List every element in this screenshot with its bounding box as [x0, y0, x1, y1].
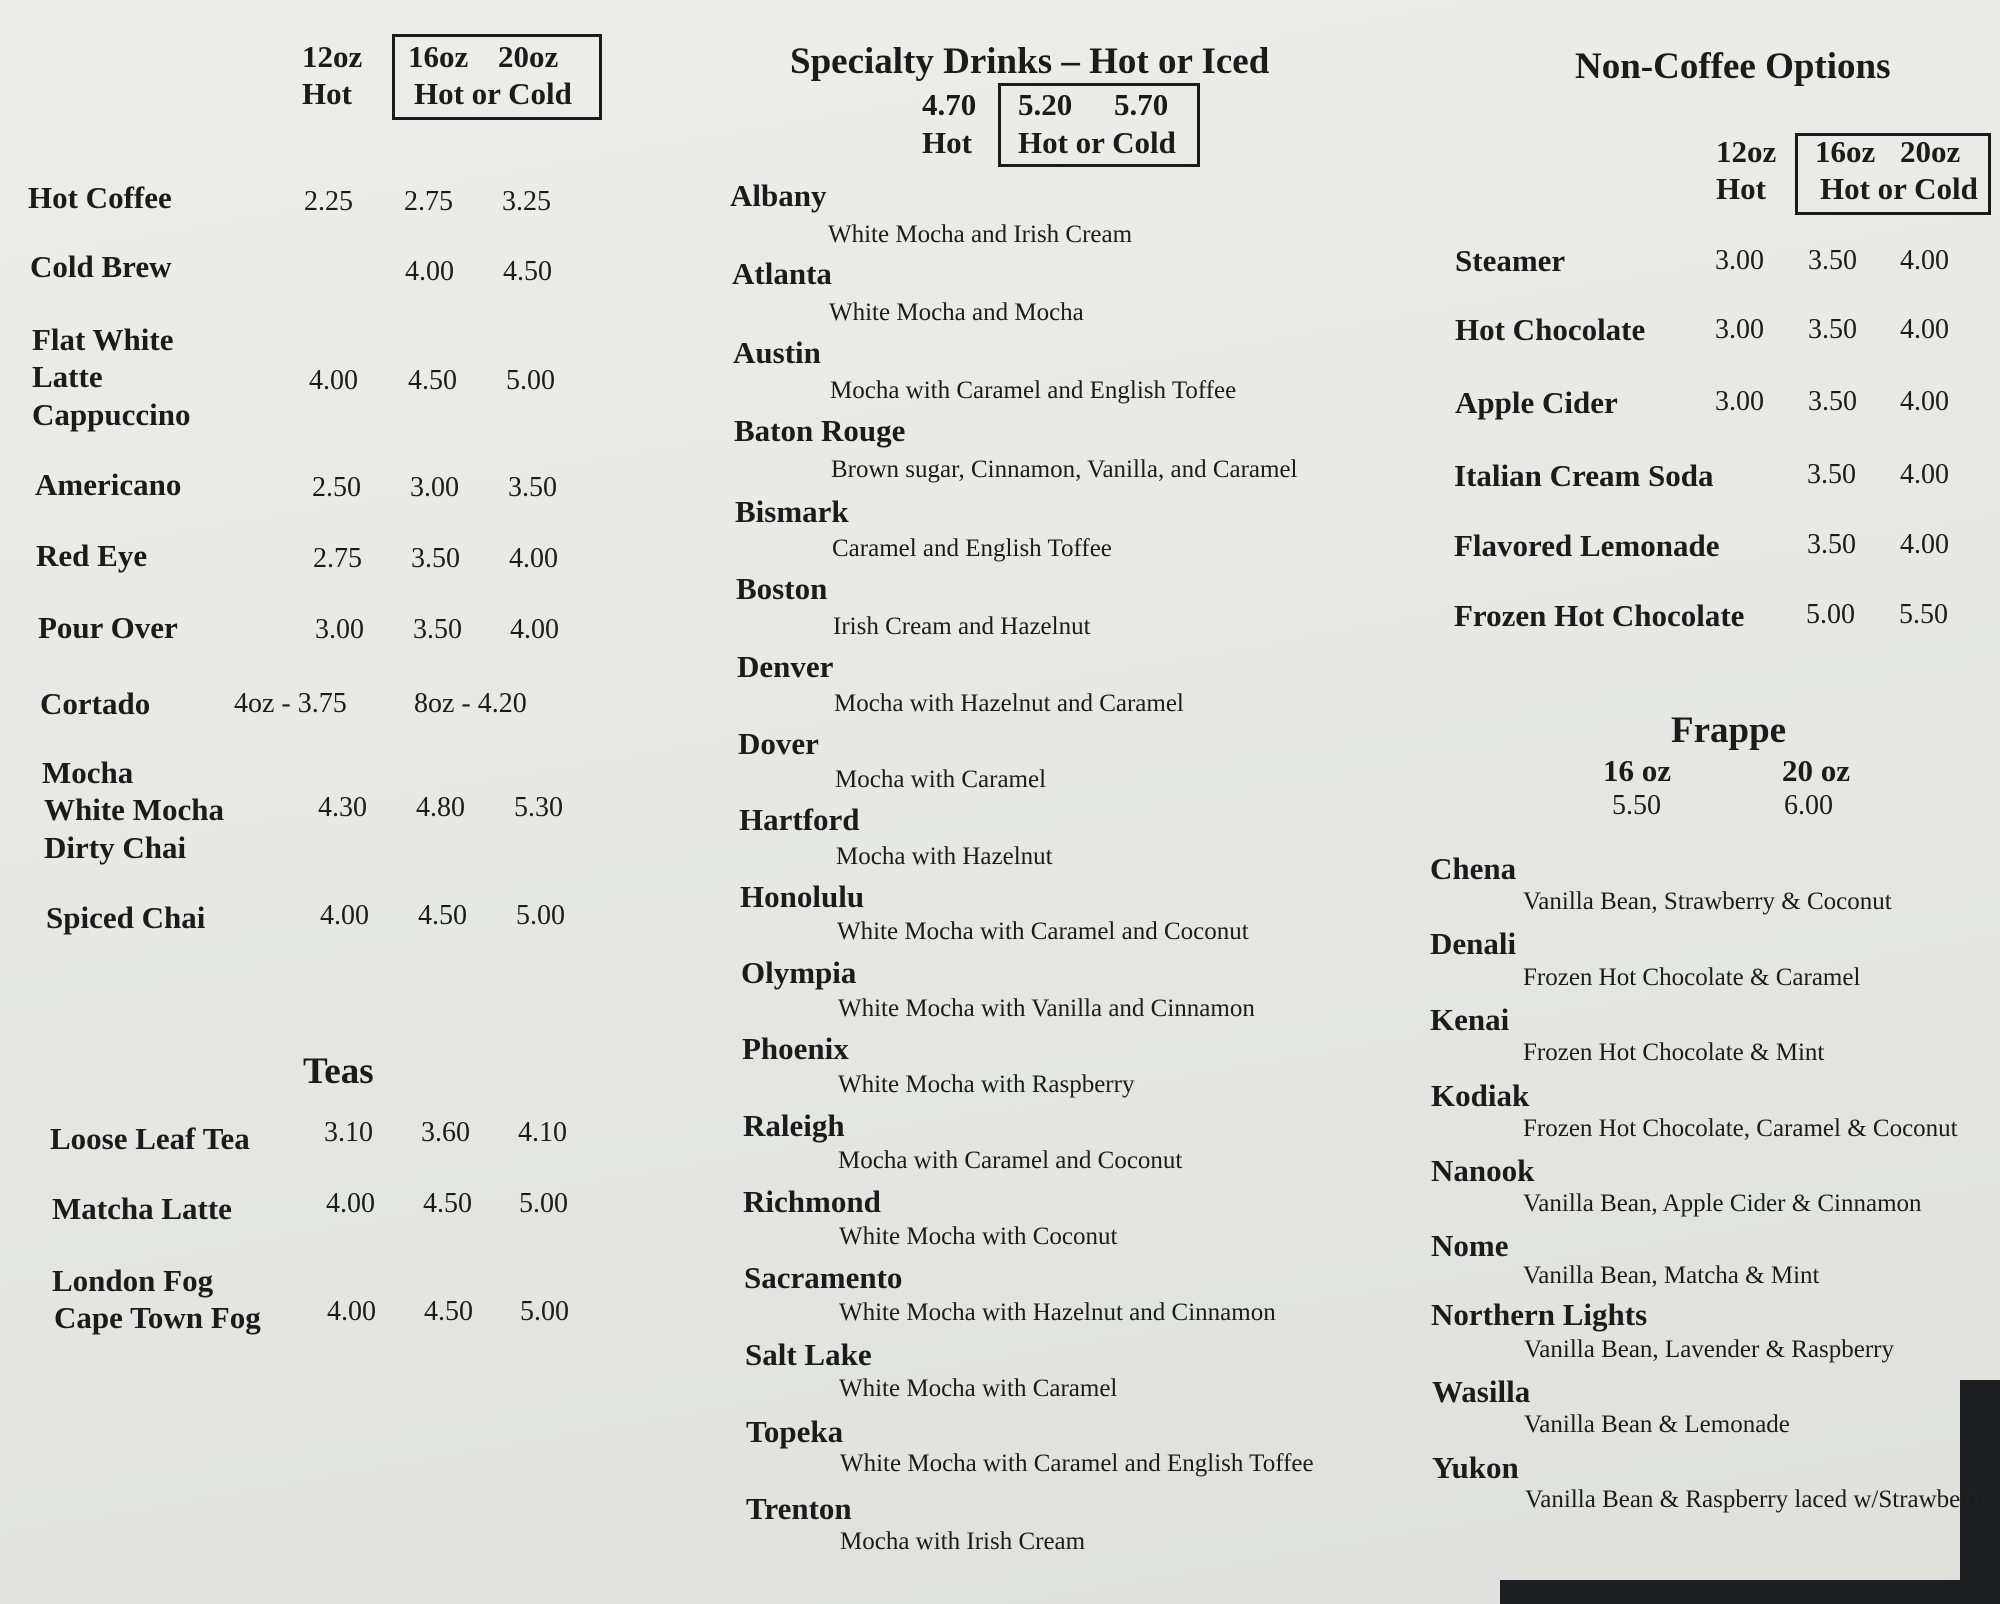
specialty-item-name: Denver [737, 649, 834, 684]
frappe-item-name: Chena [1430, 851, 1517, 886]
menu-item-price: 5.00 [520, 1296, 569, 1327]
specialty-item-name: Honolulu [740, 879, 865, 914]
menu-item-name: Cappuccino [32, 397, 191, 432]
size-header-16oz: 16oz [1815, 134, 1876, 169]
frappe-item-name: Yukon [1432, 1450, 1519, 1485]
specialty-item-desc: White Mocha and Irish Cream [828, 221, 1133, 248]
menu-item-price: 5.00 [516, 900, 565, 931]
menu-item-price: 5.50 [1899, 599, 1948, 630]
menu-item-price: 3.00 [1715, 245, 1764, 276]
menu-item-name: Apple Cider [1455, 385, 1618, 420]
menu-item-price: 2.50 [312, 472, 361, 503]
menu-item-price: 5.00 [519, 1188, 568, 1219]
specialty-item-name: Baton Rouge [734, 413, 906, 448]
frappe-item-name: Kodiak [1431, 1078, 1530, 1113]
specialty-item-desc: White Mocha and Mocha [829, 299, 1084, 326]
specialty-item-desc: Caramel and English Toffee [832, 535, 1112, 562]
menu-item-price: 3.50 [1808, 314, 1857, 345]
menu-item-price: 4.00 [1900, 386, 1949, 417]
menu-item-price: 4.30 [318, 792, 367, 823]
specialty-item-name: Austin [733, 335, 821, 370]
frappe-item-desc: Vanilla Bean, Lavender & Raspberry [1524, 1336, 1895, 1363]
frappe-title: Frappe [1671, 710, 1787, 751]
frappe-item-desc: Frozen Hot Chocolate, Caramel & Coconut [1523, 1115, 1958, 1142]
specialty-item-name: Bismark [735, 494, 849, 529]
specialty-item-desc: Mocha with Irish Cream [840, 1528, 1086, 1555]
specialty-item-name: Boston [736, 571, 828, 606]
menu-item-price: 4.00 [327, 1296, 376, 1327]
menu-item-name: Cape Town Fog [54, 1300, 261, 1335]
frappe-size-20oz: 20 oz [1782, 753, 1851, 788]
menu-item-price: 4.50 [503, 256, 552, 287]
menu-item-price: 4.00 [309, 365, 358, 396]
menu-item-price: 4.50 [424, 1296, 473, 1327]
menu-item-option: 8oz - 4.20 [414, 688, 527, 719]
menu-item-price: 3.25 [502, 186, 551, 217]
frappe-item-desc: Vanilla Bean & Lemonade [1524, 1411, 1790, 1438]
frappe-item-name: Northern Lights [1431, 1297, 1648, 1332]
specialty-item-desc: Mocha with Caramel and Coconut [838, 1147, 1183, 1174]
specialty-item-name: Richmond [743, 1184, 881, 1219]
size-header-12oz: 12oz [1716, 134, 1777, 169]
menu-item-price: 4.00 [1900, 459, 1949, 490]
menu-item-price: 3.50 [1808, 245, 1857, 276]
menu-item-price: 4.00 [1900, 314, 1949, 345]
size-header-16oz: 16oz [408, 39, 469, 74]
menu-item-name: Americano [35, 467, 182, 502]
size-header-hot-or-cold: Hot or Cold [414, 76, 572, 111]
specialty-item-name: Trenton [746, 1491, 852, 1526]
specialty-price-hot: 4.70 [922, 87, 977, 122]
menu-item-name: Mocha [42, 755, 134, 790]
specialty-item-name: Raleigh [743, 1108, 845, 1143]
menu-item-price: 4.50 [418, 900, 467, 931]
specialty-item-desc: Mocha with Hazelnut [836, 843, 1053, 870]
frappe-item-name: Denali [1430, 926, 1517, 961]
frappe-item-name: Kenai [1430, 1002, 1510, 1037]
size-header-20oz: 20oz [498, 39, 559, 74]
menu-item-price: 4.00 [509, 543, 558, 574]
menu-item-name: Hot Chocolate [1455, 312, 1646, 347]
frappe-item-name: Wasilla [1432, 1374, 1531, 1409]
frappe-item-desc: Vanilla Bean, Apple Cider & Cinnamon [1523, 1190, 1922, 1217]
frappe-item-desc: Vanilla Bean & Raspberry laced w/Strawberry [1525, 1486, 1990, 1513]
frappe-size-16oz: 16 oz [1603, 753, 1672, 788]
specialty-item-desc: Mocha with Caramel and English Toffee [830, 377, 1237, 404]
specialty-item-desc: Mocha with Hazelnut and Caramel [834, 690, 1184, 717]
specialty-item-name: Sacramento [744, 1260, 903, 1295]
menu-item-price: 3.60 [421, 1117, 470, 1148]
menu-item-price: 3.00 [1715, 314, 1764, 345]
frappe-item-name: Nanook [1431, 1153, 1535, 1188]
menu-item-name: Frozen Hot Chocolate [1454, 598, 1745, 633]
specialty-title: Specialty Drinks – Hot or Iced [790, 41, 1270, 82]
specialty-item-desc: White Mocha with Raspberry [838, 1071, 1135, 1098]
menu-item-price: 5.00 [506, 365, 555, 396]
specialty-item-name: Topeka [746, 1414, 844, 1449]
menu-item-name: Loose Leaf Tea [50, 1121, 250, 1156]
specialty-item-name: Olympia [741, 955, 857, 990]
specialty-price-16oz: 5.20 [1018, 87, 1073, 122]
specialty-price-hot-label: Hot [922, 125, 972, 160]
menu-item-price: 5.00 [1806, 599, 1855, 630]
specialty-item-desc: White Mocha with Caramel and Coconut [837, 918, 1249, 945]
menu-item-price: 3.50 [508, 472, 557, 503]
menu-item-name: Cortado [40, 686, 151, 721]
menu-item-price: 3.50 [1808, 386, 1857, 417]
menu-item-price: 4.00 [320, 900, 369, 931]
menu-item-name: Spiced Chai [46, 900, 206, 935]
menu-item-name: London Fog [52, 1263, 214, 1298]
specialty-item-desc: White Mocha with Coconut [839, 1223, 1118, 1250]
specialty-item-desc: White Mocha with Caramel and English Toffee [840, 1450, 1314, 1477]
menu-item-name: Cold Brew [30, 249, 172, 284]
menu-item-price: 3.50 [411, 543, 460, 574]
menu-item-price: 2.75 [313, 543, 362, 574]
size-header-12oz: 12oz [302, 39, 363, 74]
teas-title: Teas [303, 1051, 374, 1092]
frappe-item-desc: Frozen Hot Chocolate & Mint [1523, 1039, 1825, 1066]
specialty-item-desc: White Mocha with Hazelnut and Cinnamon [839, 1299, 1276, 1326]
menu-item-price: 3.00 [410, 472, 459, 503]
size-header-20oz: 20oz [1900, 134, 1961, 169]
menu-item-name: Italian Cream Soda [1454, 458, 1714, 493]
menu-item-price: 3.10 [324, 1117, 373, 1148]
size-header-hot: Hot [302, 76, 352, 111]
menu-item-price: 2.25 [304, 186, 353, 217]
size-header-hot-or-cold: Hot or Cold [1820, 171, 1978, 206]
menu-item-price: 4.00 [326, 1188, 375, 1219]
menu-item-name: Hot Coffee [28, 180, 172, 215]
menu-item-price: 4.50 [423, 1188, 472, 1219]
specialty-item-desc: Brown sugar, Cinnamon, Vanilla, and Caramel [831, 456, 1298, 483]
menu-item-price: 4.00 [1900, 245, 1949, 276]
menu-item-name: Latte [32, 359, 103, 394]
specialty-item-name: Albany [730, 178, 827, 213]
specialty-item-desc: Mocha with Caramel [835, 766, 1047, 793]
specialty-item-desc: White Mocha with Caramel [839, 1375, 1118, 1402]
menu-item-price: 3.50 [1807, 459, 1856, 490]
noncoffee-title: Non-Coffee Options [1575, 46, 1891, 87]
background-edge-bottom [1500, 1580, 2000, 1604]
specialty-item-name: Atlanta [732, 256, 832, 291]
menu-item-price: 4.50 [408, 365, 457, 396]
specialty-item-desc: Irish Cream and Hazelnut [833, 613, 1091, 640]
menu-item-price: 4.00 [405, 256, 454, 287]
menu-item-price: 3.00 [1715, 386, 1764, 417]
specialty-item-name: Dover [738, 726, 819, 761]
menu-item-price: 3.50 [413, 614, 462, 645]
menu-item-name: Matcha Latte [52, 1191, 232, 1226]
menu-item-price: 4.10 [518, 1117, 567, 1148]
menu-item-price: 4.00 [1900, 529, 1949, 560]
frappe-price-16oz: 5.50 [1612, 790, 1661, 821]
specialty-price-hot-or-cold: Hot or Cold [1018, 125, 1176, 160]
menu-item-name: Pour Over [38, 610, 178, 645]
menu-item-price: 2.75 [404, 186, 453, 217]
menu-item-name: Flavored Lemonade [1454, 528, 1720, 563]
frappe-price-20oz: 6.00 [1784, 790, 1833, 821]
frappe-item-desc: Vanilla Bean, Strawberry & Coconut [1523, 888, 1892, 915]
menu-item-name: Dirty Chai [44, 830, 187, 865]
menu-item-price: 4.80 [416, 792, 465, 823]
specialty-item-desc: White Mocha with Vanilla and Cinnamon [838, 995, 1255, 1022]
menu-item-price: 3.00 [315, 614, 364, 645]
menu-item-price: 5.30 [514, 792, 563, 823]
specialty-price-20oz: 5.70 [1114, 87, 1169, 122]
menu-item-price: 3.50 [1807, 529, 1856, 560]
frappe-item-name: Nome [1431, 1228, 1509, 1263]
frappe-item-desc: Vanilla Bean, Matcha & Mint [1523, 1262, 1820, 1289]
menu-item-name: Flat White [32, 322, 174, 357]
menu-item-price: 4.00 [510, 614, 559, 645]
menu-item-name: White Mocha [44, 792, 224, 827]
specialty-item-name: Salt Lake [745, 1337, 872, 1372]
menu-item-name: Steamer [1455, 243, 1566, 278]
menu-item-option: 4oz - 3.75 [234, 688, 347, 719]
specialty-item-name: Phoenix [742, 1031, 849, 1066]
frappe-item-desc: Frozen Hot Chocolate & Caramel [1523, 964, 1861, 991]
menu-item-name: Red Eye [36, 538, 148, 573]
specialty-item-name: Hartford [739, 802, 860, 837]
size-header-hot: Hot [1716, 171, 1766, 206]
